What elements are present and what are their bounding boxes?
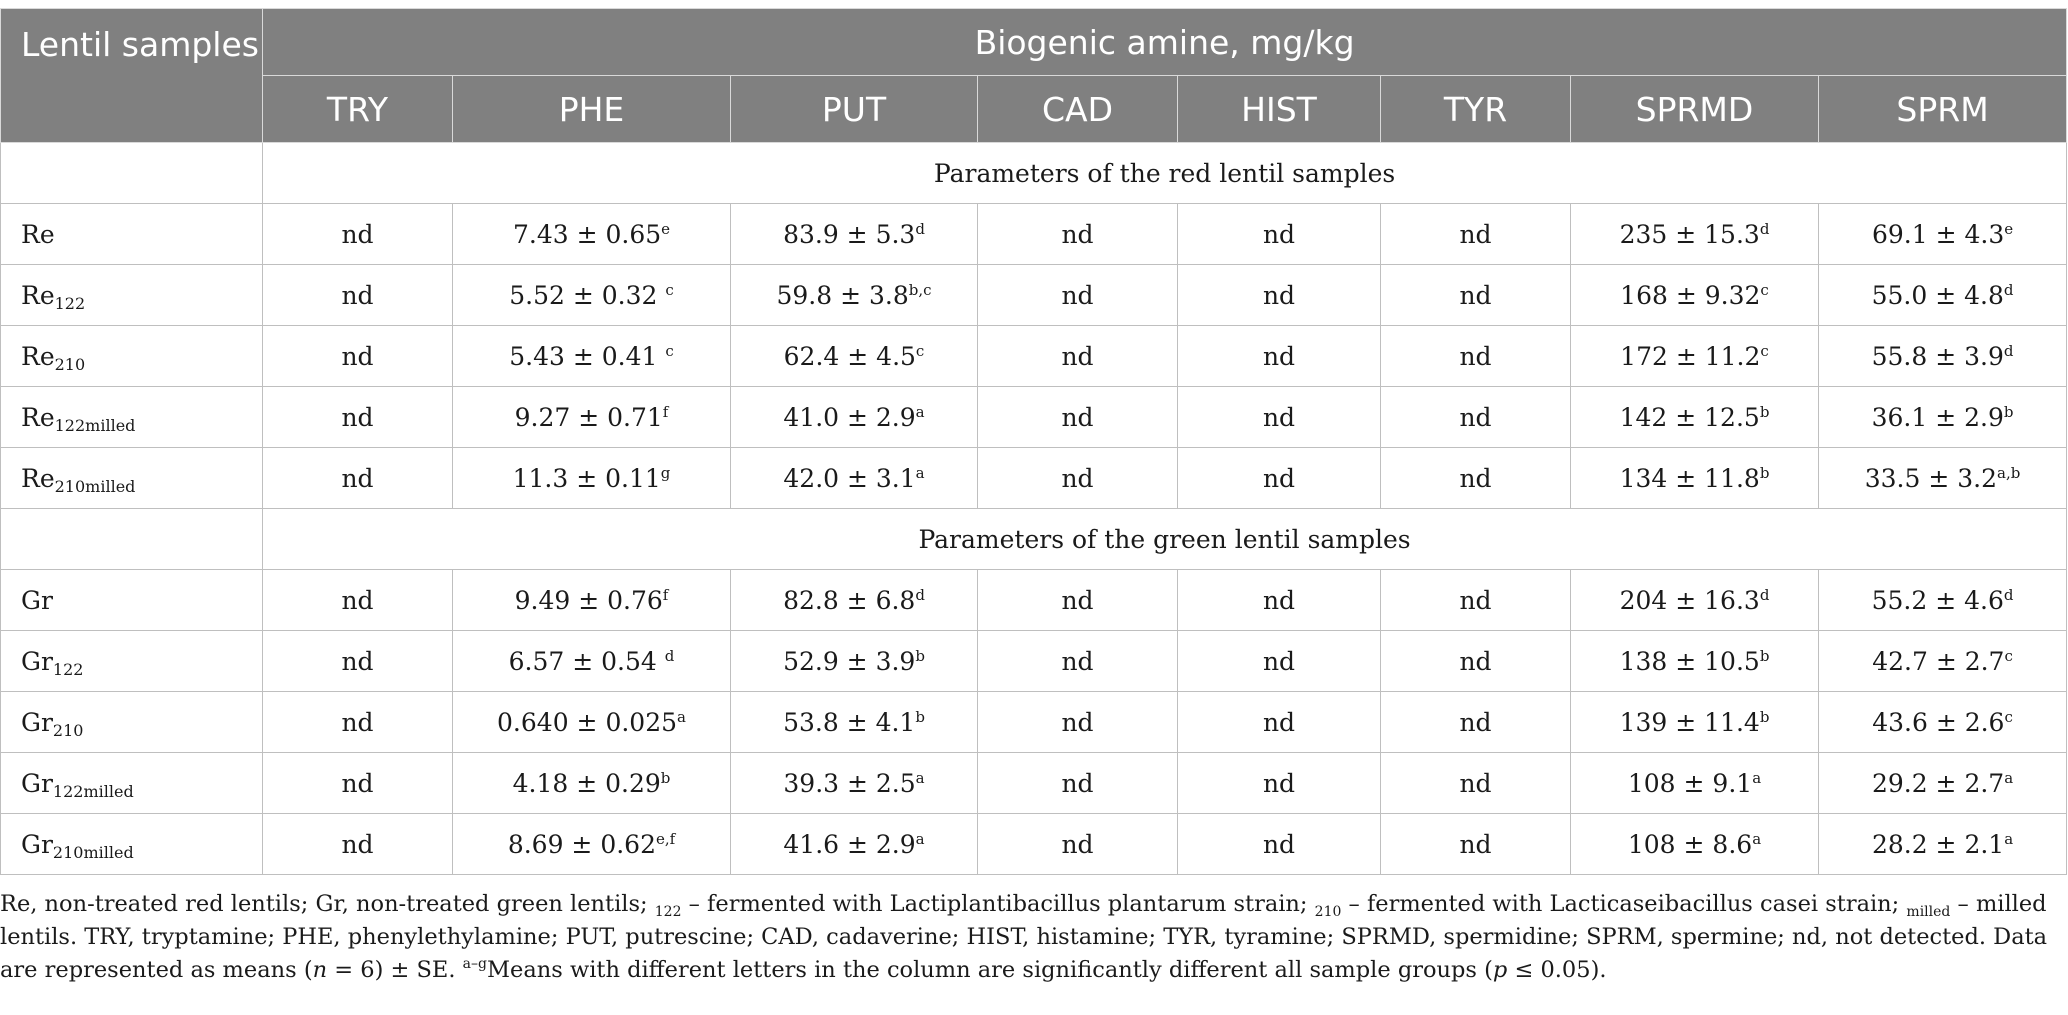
value-cell (263, 448, 453, 509)
sample-name-cell (1, 326, 263, 387)
cell-value: nd (341, 768, 374, 798)
cell-value: 134 ± 11.8 (1619, 463, 1760, 493)
value-cell (263, 814, 453, 875)
table-row (1, 753, 2067, 814)
cell-value: 9.27 ± 0.71 (514, 402, 663, 432)
value-cell (453, 570, 731, 631)
cell-value: nd (1061, 402, 1094, 432)
value-cell (1178, 265, 1381, 326)
sample-name: Gr (21, 646, 53, 676)
cell-value: nd (341, 646, 374, 676)
lentil-samples-header: Lentil samples (1, 9, 263, 143)
cell-value: nd (1459, 463, 1492, 493)
significance-letter: g (660, 463, 671, 482)
cell-value: nd (341, 402, 374, 432)
cell-value: 41.0 ± 2.9 (783, 402, 916, 432)
value-cell (731, 570, 978, 631)
value-cell (1381, 265, 1571, 326)
significance-letter: b (915, 707, 925, 726)
column-header-cad: CAD (978, 76, 1178, 143)
value-cell (978, 570, 1178, 631)
cell-value: nd (341, 280, 374, 310)
cell-value: 52.9 ± 3.9 (783, 646, 916, 676)
significance-letter: a (1752, 829, 1762, 848)
column-header-phe: PHE (453, 76, 731, 143)
table-footnote (0, 888, 2060, 987)
table-header (1, 9, 2067, 143)
value-cell (1178, 204, 1381, 265)
cell-value: 59.8 ± 3.8 (776, 280, 909, 310)
value-cell (1571, 814, 1819, 875)
table-row (1, 631, 2067, 692)
sample-name: Gr (21, 707, 53, 737)
sample-name: Gr (21, 768, 53, 798)
cell-value: nd (1459, 402, 1492, 432)
biogenic-amine-header: Biogenic amine, mg/kg (263, 9, 2067, 76)
significance-letter: b (2003, 402, 2014, 421)
value-cell (263, 570, 453, 631)
value-cell (1178, 326, 1381, 387)
table-row (1, 204, 2067, 265)
significance-letter: c (1760, 341, 1769, 360)
cell-value: 204 ± 16.3 (1619, 585, 1760, 615)
value-cell (1178, 570, 1381, 631)
section-blank-cell (1, 143, 263, 204)
footnote-sup: a–g (462, 956, 487, 972)
footnote-text: – milled lentils. TRY, tryptamine; PHE, phenylethylamine; PUT, putrescine; CAD, cadaverine; HIST, histamine; TYR, tyramine; SPRMD, spermidine; SPRM, spermine; nd, not detected. Data are represented as means ( (0, 891, 2048, 983)
cell-value: 42.7 ± 2.7 (1872, 646, 2005, 676)
significance-letter: e (2004, 219, 2014, 238)
footnote-sub: milled (1906, 904, 1951, 920)
value-cell (263, 326, 453, 387)
value-cell (1381, 448, 1571, 509)
table-row (1, 570, 2067, 631)
cell-value: 0.640 ± 0.025 (497, 707, 678, 737)
cell-value: nd (1061, 707, 1094, 737)
table-container (0, 8, 2068, 875)
value-cell (1571, 387, 1819, 448)
sample-name-cell (1, 448, 263, 509)
significance-letter: a (2004, 768, 2014, 787)
significance-letter: c (2004, 646, 2013, 665)
value-cell (453, 204, 731, 265)
cell-value: 33.5 ± 3.2 (1864, 463, 1998, 493)
cell-value: 9.49 ± 0.76 (514, 585, 663, 615)
cell-value: nd (1061, 646, 1094, 676)
significance-letter: b (1759, 463, 1770, 482)
cell-value: 83.9 ± 5.3 (783, 219, 916, 249)
significance-letter: c (915, 341, 925, 360)
significance-letter: a (915, 768, 925, 787)
sample-name: Gr (21, 585, 53, 615)
cell-value: 108 ± 9.1 (1627, 768, 1753, 798)
cell-value: 55.2 ± 4.6 (1871, 585, 2004, 615)
footnote-italic: p (1492, 957, 1508, 983)
significance-letter: a (677, 707, 686, 726)
value-cell (1178, 753, 1381, 814)
sample-subscript: 122milled (52, 781, 134, 801)
value-cell (1381, 387, 1571, 448)
cell-value: nd (341, 463, 374, 493)
sample-name: Re (21, 280, 55, 310)
table-row (1, 387, 2067, 448)
value-cell (1571, 570, 1819, 631)
value-cell (731, 814, 978, 875)
cell-value: 69.1 ± 4.3 (1871, 219, 2005, 249)
cell-value: nd (341, 585, 374, 615)
cell-value: nd (1459, 219, 1492, 249)
section-blank-cell (1, 509, 263, 570)
value-cell (1571, 326, 1819, 387)
value-cell (1571, 631, 1819, 692)
value-cell (731, 753, 978, 814)
cell-value: nd (1459, 829, 1492, 859)
cell-value: 41.6 ± 2.9 (783, 829, 916, 859)
sample-name: Re (21, 219, 55, 249)
significance-letter: a (915, 463, 925, 482)
cell-value: 11.3 ± 0.11 (512, 463, 661, 493)
significance-letter: e,f (655, 829, 676, 848)
value-cell (731, 387, 978, 448)
cell-value: 5.52 ± 0.32 (509, 280, 666, 310)
cell-value: 43.6 ± 2.6 (1872, 707, 2005, 737)
sample-subscript: 122milled (54, 415, 136, 435)
value-cell (453, 265, 731, 326)
cell-value: nd (1061, 829, 1094, 859)
value-cell (978, 265, 1178, 326)
value-cell (978, 692, 1178, 753)
cell-value: nd (1262, 768, 1296, 798)
table-row (1, 265, 2067, 326)
sample-name-cell (1, 387, 263, 448)
cell-value: 6.57 ± 0.54 (508, 646, 665, 676)
value-cell (731, 204, 978, 265)
footnote-text: – fermented with Lacticaseibacillus casei strain; (1341, 891, 1907, 917)
value-cell (453, 387, 731, 448)
cell-value: 29.2 ± 2.7 (1871, 768, 2005, 798)
value-cell (1819, 387, 2067, 448)
value-cell (453, 326, 731, 387)
significance-letter: a (915, 829, 925, 848)
column-header-sprmd: SPRMD (1571, 76, 1819, 143)
sample-name-cell (1, 570, 263, 631)
cell-value: nd (1459, 341, 1492, 371)
cell-value: nd (1061, 768, 1094, 798)
cell-value: 53.8 ± 4.1 (783, 707, 916, 737)
value-cell (978, 204, 1178, 265)
significance-letter: d (2003, 280, 2014, 299)
value-cell (1819, 753, 2067, 814)
section-row (1, 143, 2067, 204)
value-cell (453, 692, 731, 753)
value-cell (453, 631, 731, 692)
table-row (1, 326, 2067, 387)
value-cell (978, 631, 1178, 692)
column-header-hist: HIST (1178, 76, 1381, 143)
value-cell (1819, 814, 2067, 875)
value-cell (1178, 692, 1381, 753)
cell-value: 142 ± 12.5 (1619, 402, 1760, 432)
cell-value: 42.0 ± 3.1 (783, 463, 916, 493)
significance-letter: b (1759, 402, 1770, 421)
value-cell (453, 753, 731, 814)
cell-value: nd (1061, 280, 1094, 310)
column-header-put: PUT (731, 76, 978, 143)
value-cell (1381, 814, 1571, 875)
table-body (1, 143, 2067, 875)
value-cell (263, 631, 453, 692)
value-cell (731, 326, 978, 387)
value-cell (1571, 753, 1819, 814)
sample-name-cell (1, 753, 263, 814)
significance-letter: d (1759, 585, 1770, 604)
value-cell (263, 265, 453, 326)
cell-value: 168 ± 9.32 (1620, 280, 1761, 310)
cell-value: 235 ± 15.3 (1619, 219, 1760, 249)
value-cell (1178, 814, 1381, 875)
significance-letter: d (2003, 341, 2014, 360)
cell-value: nd (1061, 341, 1094, 371)
cell-value: nd (1459, 646, 1492, 676)
footnote-text: Means with different letters in the column are significantly different all sample groups ( (486, 957, 1493, 983)
value-cell (1381, 631, 1571, 692)
sample-name-cell (1, 814, 263, 875)
cell-value: nd (1459, 707, 1492, 737)
significance-letter: d (1759, 219, 1770, 238)
value-cell (1819, 570, 2067, 631)
significance-letter: c (665, 341, 674, 360)
value-cell (731, 448, 978, 509)
cell-value: 139 ± 11.4 (1619, 707, 1760, 737)
footnote-sub: 210 (1314, 904, 1342, 920)
section-row (1, 509, 2067, 570)
cell-value: 7.43 ± 0.65 (512, 219, 662, 249)
cell-value: 138 ± 10.5 (1619, 646, 1760, 676)
cell-value: nd (1459, 280, 1492, 310)
table-row (1, 448, 2067, 509)
sample-name: Re (21, 402, 55, 432)
footnote-italic: n (312, 957, 328, 983)
significance-letter: c (1760, 280, 1769, 299)
biogenic-amine-table (0, 8, 2067, 875)
value-cell (1571, 692, 1819, 753)
cell-value: 8.69 ± 0.62 (507, 829, 656, 859)
significance-letter: d (664, 646, 675, 665)
section-title: Parameters of the red lentil samples (263, 143, 2067, 204)
value-cell (731, 692, 978, 753)
value-cell (263, 387, 453, 448)
cell-value: nd (1262, 707, 1296, 737)
cell-value: nd (1262, 829, 1296, 859)
value-cell (453, 448, 731, 509)
cell-value: 55.0 ± 4.8 (1871, 280, 2004, 310)
cell-value: 172 ± 11.2 (1620, 341, 1761, 371)
value-cell (1571, 448, 1819, 509)
cell-value: 82.8 ± 6.8 (783, 585, 916, 615)
value-cell (1571, 265, 1819, 326)
value-cell (1819, 448, 2067, 509)
sample-subscript: 210 (54, 354, 86, 374)
significance-letter: b,c (908, 280, 932, 299)
sample-subscript: 210milled (52, 842, 134, 862)
cell-value: nd (1262, 585, 1296, 615)
cell-value: nd (1262, 646, 1296, 676)
value-cell (1178, 448, 1381, 509)
value-cell (1819, 692, 2067, 753)
cell-value: nd (1061, 219, 1094, 249)
significance-letter: c (2004, 707, 2013, 726)
value-cell (1381, 204, 1571, 265)
value-cell (453, 814, 731, 875)
table-row (1, 692, 2067, 753)
cell-value: nd (1459, 585, 1492, 615)
cell-value: nd (1262, 463, 1296, 493)
footnote-sub: 122 (654, 904, 682, 920)
cell-value: nd (1061, 463, 1094, 493)
significance-letter: a (1752, 768, 1762, 787)
value-cell (1178, 387, 1381, 448)
value-cell (1819, 631, 2067, 692)
significance-letter: b (1759, 707, 1770, 726)
cell-value: nd (1459, 768, 1492, 798)
value-cell (263, 204, 453, 265)
footnote-text: Re, non-treated red lentils; Gr, non-treated green lentils; (0, 891, 655, 917)
value-cell (1819, 265, 2067, 326)
significance-letter: b (660, 768, 671, 787)
value-cell (1381, 570, 1571, 631)
sample-name-cell (1, 265, 263, 326)
cell-value: nd (1061, 585, 1094, 615)
significance-letter: f (662, 585, 669, 604)
value-cell (731, 265, 978, 326)
cell-value: 62.4 ± 4.5 (783, 341, 916, 371)
sample-name-cell (1, 631, 263, 692)
value-cell (978, 326, 1178, 387)
value-cell (263, 692, 453, 753)
cell-value: 39.3 ± 2.5 (783, 768, 916, 798)
value-cell (1819, 326, 2067, 387)
value-cell (978, 387, 1178, 448)
cell-value: 28.2 ± 2.1 (1871, 829, 2005, 859)
cell-value: 108 ± 8.6 (1627, 829, 1753, 859)
sample-name: Re (21, 341, 55, 371)
cell-value: 4.18 ± 0.29 (512, 768, 661, 798)
footnote-text: – fermented with Lactiplantibacillus plantarum strain; (681, 891, 1315, 917)
sample-name-cell (1, 692, 263, 753)
value-cell (1381, 326, 1571, 387)
value-cell (1571, 204, 1819, 265)
significance-letter: d (915, 585, 925, 604)
cell-value: nd (1262, 219, 1296, 249)
cell-value: 36.1 ± 2.9 (1871, 402, 2004, 432)
sample-subscript: 122 (54, 293, 86, 313)
value-cell (1381, 692, 1571, 753)
value-cell (1819, 204, 2067, 265)
footnote-text: ≤ 0.05). (1507, 957, 1607, 983)
cell-value: nd (341, 707, 374, 737)
sample-subscript: 210milled (54, 476, 136, 496)
value-cell (1381, 753, 1571, 814)
significance-letter: e (661, 219, 671, 238)
sample-name: Re (21, 463, 55, 493)
value-cell (263, 753, 453, 814)
cell-value: 5.43 ± 0.41 (509, 341, 666, 371)
cell-value: nd (1262, 402, 1296, 432)
sample-name-cell (1, 204, 263, 265)
cell-value: nd (1262, 341, 1296, 371)
significance-letter: b (915, 646, 925, 665)
sample-subscript: 210 (52, 720, 84, 740)
significance-letter: a,b (1997, 463, 2021, 482)
significance-letter: a (915, 402, 925, 421)
significance-letter: c (665, 280, 674, 299)
sample-name: Gr (21, 829, 53, 859)
significance-letter: d (2003, 585, 2014, 604)
column-header-sprm: SPRM (1819, 76, 2067, 143)
value-cell (731, 631, 978, 692)
value-cell (978, 814, 1178, 875)
significance-letter: f (662, 402, 669, 421)
value-cell (1178, 631, 1381, 692)
cell-value: nd (341, 341, 374, 371)
cell-value: nd (341, 219, 374, 249)
column-header-try: TRY (263, 76, 453, 143)
significance-letter: a (2004, 829, 2014, 848)
cell-value: nd (1262, 280, 1296, 310)
value-cell (978, 448, 1178, 509)
significance-letter: b (1759, 646, 1770, 665)
sample-subscript: 122 (52, 659, 84, 679)
section-title: Parameters of the green lentil samples (263, 509, 2067, 570)
significance-letter: d (915, 219, 925, 238)
cell-value: 55.8 ± 3.9 (1871, 341, 2004, 371)
column-header-tyr: TYR (1381, 76, 1571, 143)
table-row (1, 814, 2067, 875)
cell-value: nd (341, 829, 374, 859)
value-cell (978, 753, 1178, 814)
footnote-text: = 6) ± SE. (327, 957, 463, 983)
